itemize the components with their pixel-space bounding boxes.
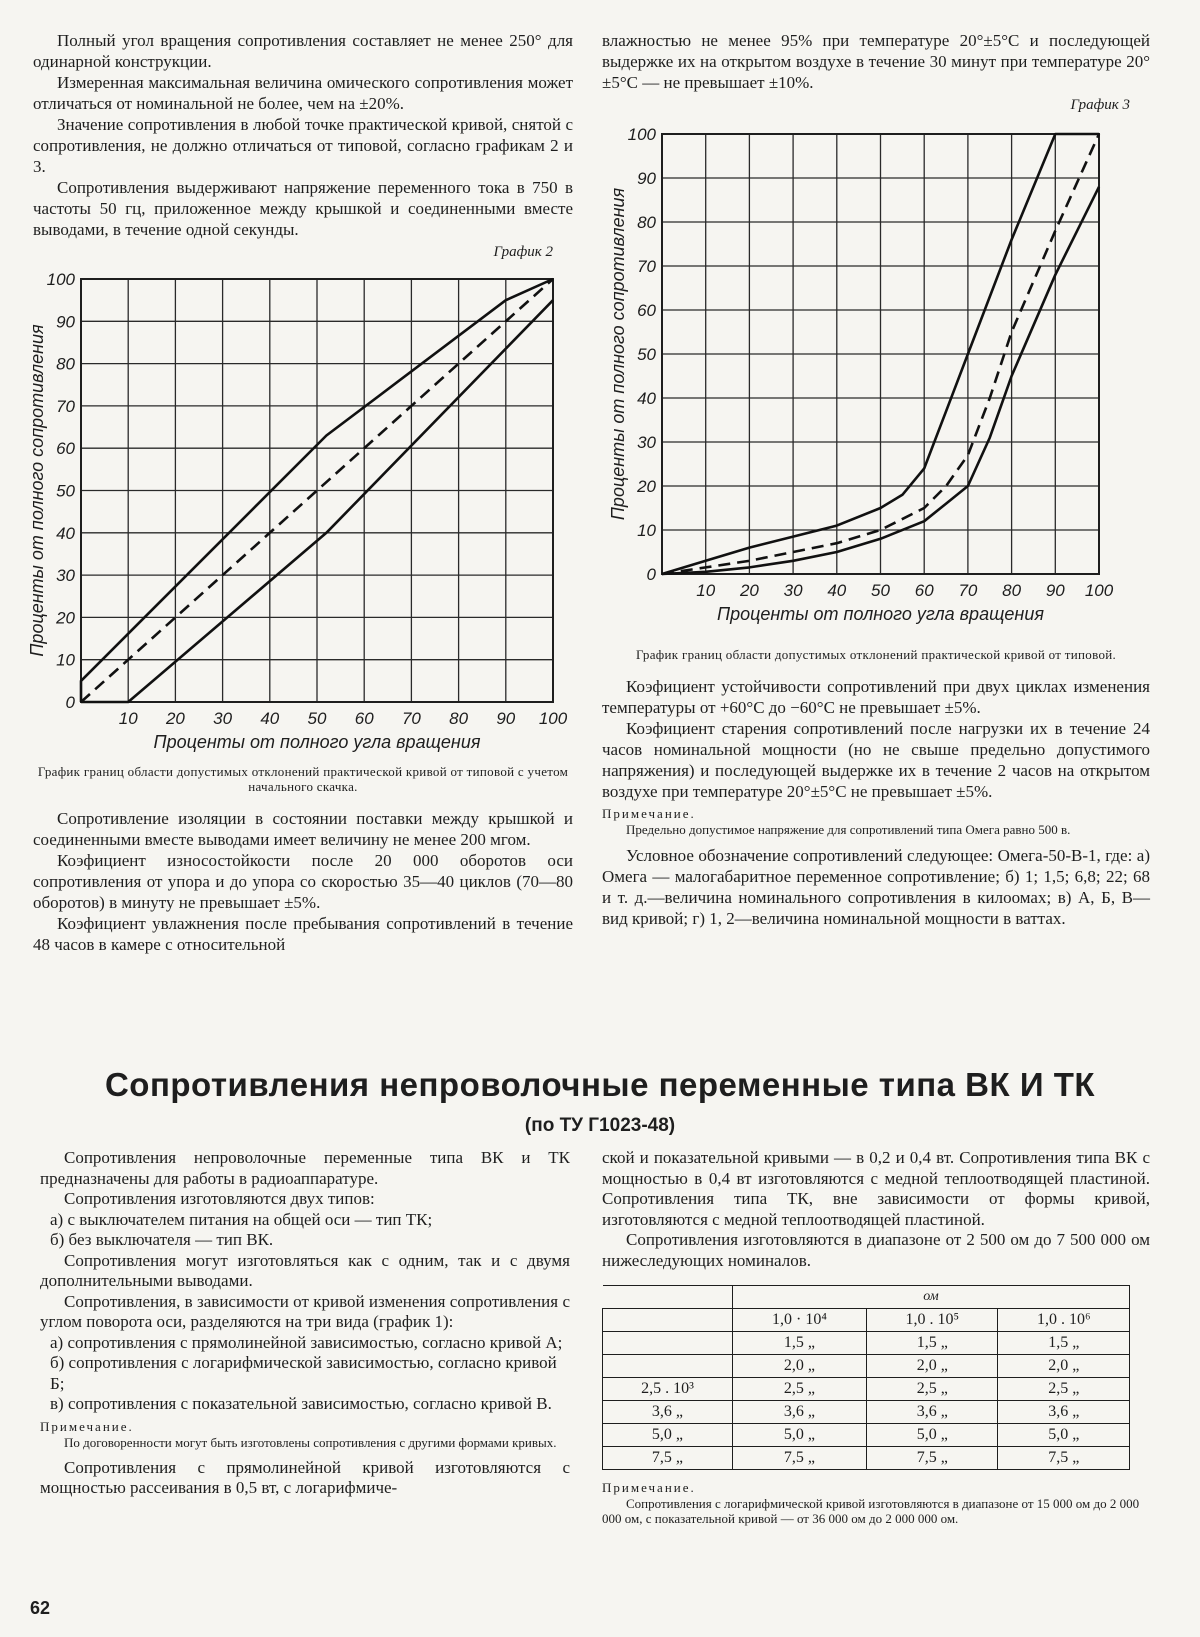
table-cell: 1,0 · 10⁴ — [732, 1309, 866, 1332]
table-row — [603, 1378, 1130, 1401]
table-row — [603, 1424, 1130, 1447]
x-tick-label: 30 — [213, 709, 233, 728]
paragraph: влажностью не менее 95% при температуре 20°±5°С и последующей выдержке их на открытом воздухе в течение 30 минут при температуре 20°±5°С — не превышает ±10%. — [602, 31, 1150, 92]
x-axis-label: Проценты от полного угла вращения — [717, 604, 1044, 624]
table-cell: 7,5 „ — [603, 1447, 733, 1470]
table-cell: 5,0 „ — [867, 1424, 998, 1447]
x-tick-label: 40 — [827, 581, 847, 600]
table-cell — [603, 1355, 733, 1378]
table-cell: 3,6 „ — [732, 1401, 866, 1424]
x-tick-label: 80 — [449, 709, 469, 728]
x-tick-label: 90 — [496, 709, 516, 728]
paragraph: Сопротивления изготовляются в диапазоне от 2 500 ом до 7 500 000 ом нижеследующих номиналов. — [602, 1230, 1150, 1270]
graph-3-label: График 3 — [1070, 97, 1130, 113]
y-tick-label: 70 — [56, 396, 75, 416]
note-text: Сопротивления с логарифмической кривой изготовляются в диапазоне от 15 000 ом до 2 000 000 ом, с показательной кривой — от 36 000 ом до 2 000 000 ом. — [602, 1496, 1140, 1526]
graph-3-chart — [602, 120, 1150, 640]
table-row — [603, 1401, 1130, 1424]
x-tick-label: 80 — [1002, 581, 1022, 600]
table-cell: 1,5 „ — [998, 1332, 1130, 1355]
table-cell — [603, 1309, 733, 1332]
y-tick-label: 100 — [627, 125, 656, 144]
paragraph: Условное обозначение сопротивлений следующее: Омега-50-В-1, где: а) Омега — малогабаритное переменное сопротивление; б) 1; 1,5; 6,8; 22; 68 и т. д.—величина номинального сопротивления в килоомах; в) А, Б, В—вид кривой; г) 1, 2—величина номинальной мощности в ваттах. — [602, 846, 1150, 928]
table-row — [603, 1447, 1130, 1470]
table-cell: 2,0 „ — [732, 1355, 866, 1378]
x-tick-label: 50 — [871, 581, 890, 600]
list-item: а) сопротивления с прямолинейной зависимостью, согласно кривой А; — [50, 1332, 563, 1352]
x-tick-label: 30 — [783, 581, 803, 600]
y-axis-label: Проценты от полного сопротивления — [608, 187, 628, 521]
x-tick-label: 90 — [1045, 581, 1065, 600]
paragraph: Сопротивления могут изготовляться как с одним, так и с двумя дополнительными выводами. — [40, 1250, 570, 1290]
table-cell: 1,5 „ — [867, 1332, 998, 1355]
paragraph: ской и показательной кривыми — в 0,2 и 0,4 вт. Сопротивления типа ВК с мощностью в 0,4 вт изготовляются с медной теплоотводящей пластиной. Сопротивления типа ТК, вне зависимости от формы кривой, изготовляются с медной теплоотводящей пластиной. — [602, 1148, 1150, 1229]
paragraph: Значение сопротивления в любой точке практической кривой, снятой с сопротивления, не должно отличаться от типовой, согласно графикам 2 и 3. — [33, 115, 573, 176]
table-cell: 7,5 „ — [998, 1447, 1130, 1470]
graph-2-caption: График границ области допустимых отклонений практической кривой от типовой с учетом начального скачка. — [37, 764, 569, 794]
table-cell: 3,6 „ — [603, 1401, 733, 1424]
y-tick-label: 90 — [637, 169, 656, 188]
y-axis-label: Проценты от полного сопротивления — [27, 324, 47, 657]
list-item: в) сопротивления с показательной зависимостью, согласно кривой В. — [50, 1394, 552, 1413]
y-tick-label: 20 — [637, 477, 656, 496]
table-cell: 1,0 . 10⁶ — [998, 1309, 1130, 1332]
paragraph: Сопротивления с прямолинейной кривой изготовляются с мощностью рассеивания в 0,5 вт, с логарифмиче- — [40, 1457, 570, 1497]
x-tick-label: 70 — [401, 709, 421, 728]
y-tick-label: 0 — [646, 565, 656, 584]
x-tick-label: 40 — [260, 709, 280, 728]
y-tick-label: 50 — [637, 345, 656, 364]
paragraph: Сопротивления изготовляются двух типов: — [64, 1189, 375, 1208]
y-tick-label: 80 — [56, 354, 75, 374]
x-axis-label: Проценты от полного угла вращения — [153, 732, 481, 752]
table-row — [603, 1309, 1130, 1332]
section-right-column — [602, 1148, 1150, 1534]
paragraph: Сопротивления непроволочные переменные типа ВК и ТК предназначены для работы в радиоаппаратуре. — [40, 1148, 570, 1188]
x-tick-label: 60 — [354, 709, 374, 728]
page-number: 62 — [30, 1598, 51, 1618]
x-tick-label: 70 — [958, 581, 978, 600]
y-tick-label: 20 — [56, 608, 75, 628]
table-unit-header: ом — [732, 1286, 1129, 1309]
table-cell: 2,5 „ — [732, 1378, 866, 1401]
graph-3-caption: График границ области допустимых отклонений практической кривой от типовой. — [635, 647, 1117, 662]
x-tick-label: 20 — [739, 581, 759, 600]
x-tick-label: 60 — [914, 581, 934, 600]
section-subtitle: (по ТУ Г1023-48) — [524, 1115, 676, 1136]
table-header-row — [603, 1286, 1130, 1309]
note-heading: Примечание. — [40, 1418, 134, 1434]
paragraph: Сопротивления, в зависимости от кривой изменения сопротивления с углом поворота оси, разделяются на три вида (график 1): — [40, 1291, 570, 1331]
table-cell: 5,0 „ — [998, 1424, 1130, 1447]
list-item: б) без выключателя — тип ВК. — [50, 1230, 274, 1249]
table-cell — [603, 1286, 733, 1309]
paragraph: Коэфициент устойчивости сопротивлений при двух циклах изменения температуры от +60°С до −60°С не превышает ±5%. — [602, 677, 1150, 717]
left-column — [27, 30, 573, 955]
y-tick-label: 70 — [637, 257, 656, 276]
table-cell: 7,5 „ — [732, 1447, 866, 1470]
y-tick-label: 0 — [65, 693, 75, 712]
paragraph: Коэфициент износостойкости после 20 000 оборотов оси сопротивления от упора и до упора со скоростью 35—40 циклов (70—80 оборотов) в минуту не превышает ±5%. — [33, 851, 573, 912]
section-left-column — [40, 1148, 570, 1499]
paragraph: Коэфициент увлажнения после пребывания сопротивлений в течение 48 часов в камере с относительной — [33, 914, 573, 954]
note-text: По договоренности могут быть изготовлены сопротивления с другими формами кривых. — [64, 1434, 557, 1450]
paragraph: Измеренная максимальная величина омического сопротивления может отличаться от номинальной не более, чем на ±20%. — [33, 73, 573, 113]
list-item: б) сопротивления с логарифмической зависимостью, согласно кривой Б; — [50, 1353, 557, 1393]
graph-2-chart — [27, 267, 573, 757]
paragraph: Сопротивление изоляции в состоянии поставки между крышкой и соединенными вместе выводами имеет величину не менее 200 мгом. — [33, 809, 573, 849]
table-cell: 7,5 „ — [867, 1447, 998, 1470]
note-text: Предельно допустимое напряжение для сопротивлений типа Омега равно 500 в. — [626, 822, 1071, 837]
y-tick-label: 50 — [56, 481, 75, 501]
paragraph: Коэфициент старения сопротивлений после нагрузки их в течение 24 часов номинальной мощности (но не свыше предельно допустимого напряжения) и последующей выдержке их в течение 2 часов на открытом воздухе при температуре 20°±5°С не превышает ±5%. — [602, 719, 1150, 801]
table-cell — [603, 1332, 733, 1355]
table-cell: 2,5 . 10³ — [603, 1378, 733, 1401]
table-cell: 2,5 „ — [998, 1378, 1130, 1401]
note-heading: Примечание. — [602, 1480, 696, 1495]
nominal-values-table — [602, 1285, 1130, 1470]
x-tick-label: 10 — [696, 581, 716, 600]
table-row — [603, 1332, 1130, 1355]
x-tick-label: 100 — [1084, 581, 1114, 600]
y-tick-label: 40 — [637, 389, 656, 408]
y-tick-label: 90 — [56, 312, 75, 332]
x-tick-label: 100 — [538, 709, 568, 728]
note-heading: Примечание. — [602, 806, 696, 821]
right-column — [602, 30, 1150, 929]
table-row — [603, 1355, 1130, 1378]
table-cell: 1,5 „ — [732, 1332, 866, 1355]
table-cell: 5,0 „ — [603, 1424, 733, 1447]
table-cell: 5,0 „ — [732, 1424, 866, 1447]
y-tick-label: 40 — [56, 523, 75, 543]
y-tick-label: 80 — [637, 213, 656, 232]
y-tick-label: 60 — [56, 439, 75, 459]
x-tick-label: 20 — [165, 709, 185, 728]
table-cell: 2,5 „ — [867, 1378, 998, 1401]
table-cell: 2,0 „ — [867, 1355, 998, 1378]
table-cell: 2,0 „ — [998, 1355, 1130, 1378]
y-tick-label: 30 — [56, 566, 75, 586]
y-tick-label: 10 — [637, 521, 656, 540]
y-tick-label: 10 — [56, 650, 75, 670]
paragraph: Сопротивления выдерживают напряжение переменного тока в 750 в частоты 50 гц, приложенное между крышкой и соединенными вместе выводами, в течение одной секунды. — [33, 178, 573, 239]
x-tick-label: 10 — [118, 709, 138, 728]
y-tick-label: 30 — [637, 433, 656, 452]
paragraph: Полный угол вращения сопротивления составляет не менее 250° для одинарной конструкции. — [33, 31, 573, 71]
section-title: Сопротивления непроволочные переменные типа ВК И ТК — [104, 1066, 1096, 1103]
table-cell: 1,0 . 10⁵ — [867, 1309, 998, 1332]
y-tick-label: 60 — [637, 301, 656, 320]
list-item: а) с выключателем питания на общей оси — тип ТК; — [50, 1209, 433, 1229]
graph-2-label: График 2 — [493, 244, 553, 260]
table-cell: 3,6 „ — [998, 1401, 1130, 1424]
x-tick-label: 50 — [307, 709, 327, 728]
y-tick-label: 100 — [46, 270, 75, 289]
table-cell: 3,6 „ — [867, 1401, 998, 1424]
